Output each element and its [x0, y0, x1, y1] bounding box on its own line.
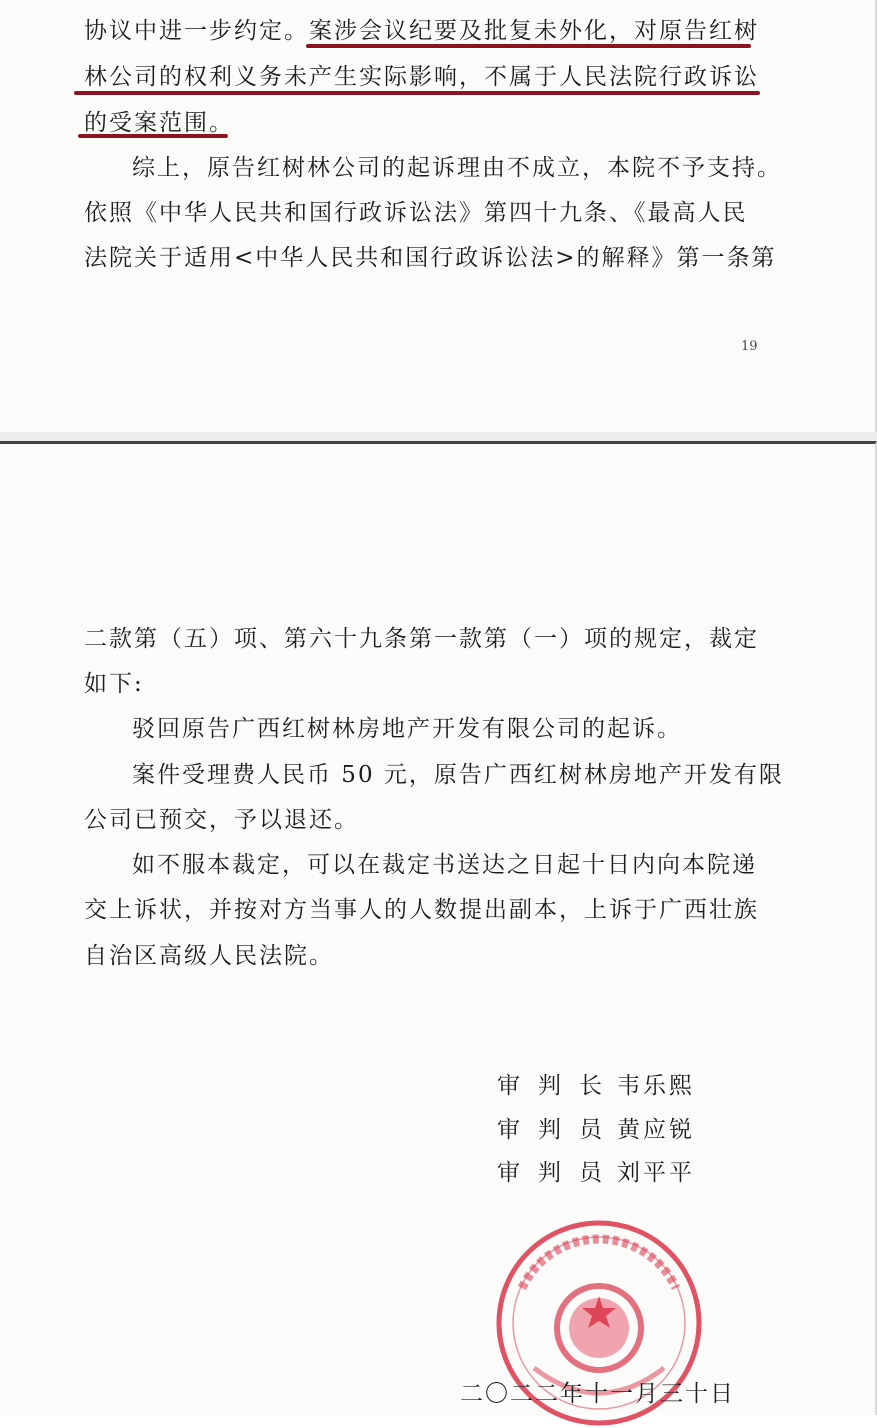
text-line: 交上诉状，并按对方当事人的人数提出副本，上诉于广西壮族	[84, 897, 759, 923]
judgment-date: 二〇二二年十一月三十日	[460, 1381, 735, 1407]
text-line: 林公司的权利义务未产生实际影响，不属于人民法院行政诉讼	[84, 64, 759, 90]
text-line: 综上，原告红树林公司的起诉理由不成立，本院不予支持。	[132, 155, 782, 181]
red-underline	[74, 91, 760, 95]
red-underline	[306, 44, 751, 48]
signature-row	[497, 1071, 695, 1101]
judge-role: 审判员	[497, 1160, 620, 1186]
text-line: 公司已预交，予以退还。	[84, 807, 359, 833]
text-line: 如不服本裁定，可以在裁定书送达之日起十日内向本院递	[132, 852, 757, 878]
page-number: 19	[741, 339, 758, 354]
page-separator	[0, 432, 877, 441]
judge-role: 审判长	[497, 1073, 620, 1099]
judge-role: 审判员	[497, 1117, 620, 1143]
document-page-20	[0, 441, 877, 1415]
text-line: 自治区高级人民法院。	[84, 943, 334, 969]
text-line: 如下:	[84, 671, 144, 697]
text-line: 的受案范围。	[84, 110, 234, 136]
judge-name: 韦乐熙	[617, 1073, 695, 1099]
red-underline	[78, 134, 228, 138]
text-line: 驳回原告广西红树林房地产开发有限公司的起诉。	[132, 716, 682, 742]
judge-name: 刘平平	[617, 1160, 695, 1186]
text-line: 依照《中华人民共和国行政诉讼法》第四十九条、《最高人民	[84, 200, 748, 226]
signature-row	[497, 1115, 695, 1145]
text-line: 二款第（五）项、第六十九条第一款第（一）项的规定，裁定	[84, 626, 759, 652]
text-line: 协议中进一步约定。案涉会议纪要及批复未外化，对原告红树	[84, 18, 759, 44]
document-page-19	[0, 0, 877, 432]
text-line: 法院关于适用<中华人民共和国行政诉讼法>的解释》第一条第	[84, 245, 777, 271]
judge-name: 黄应锐	[617, 1117, 695, 1143]
signature-row	[497, 1158, 695, 1188]
text-line: 案件受理费人民币 50 元，原告广西红树林房地产开发有限	[132, 762, 784, 788]
